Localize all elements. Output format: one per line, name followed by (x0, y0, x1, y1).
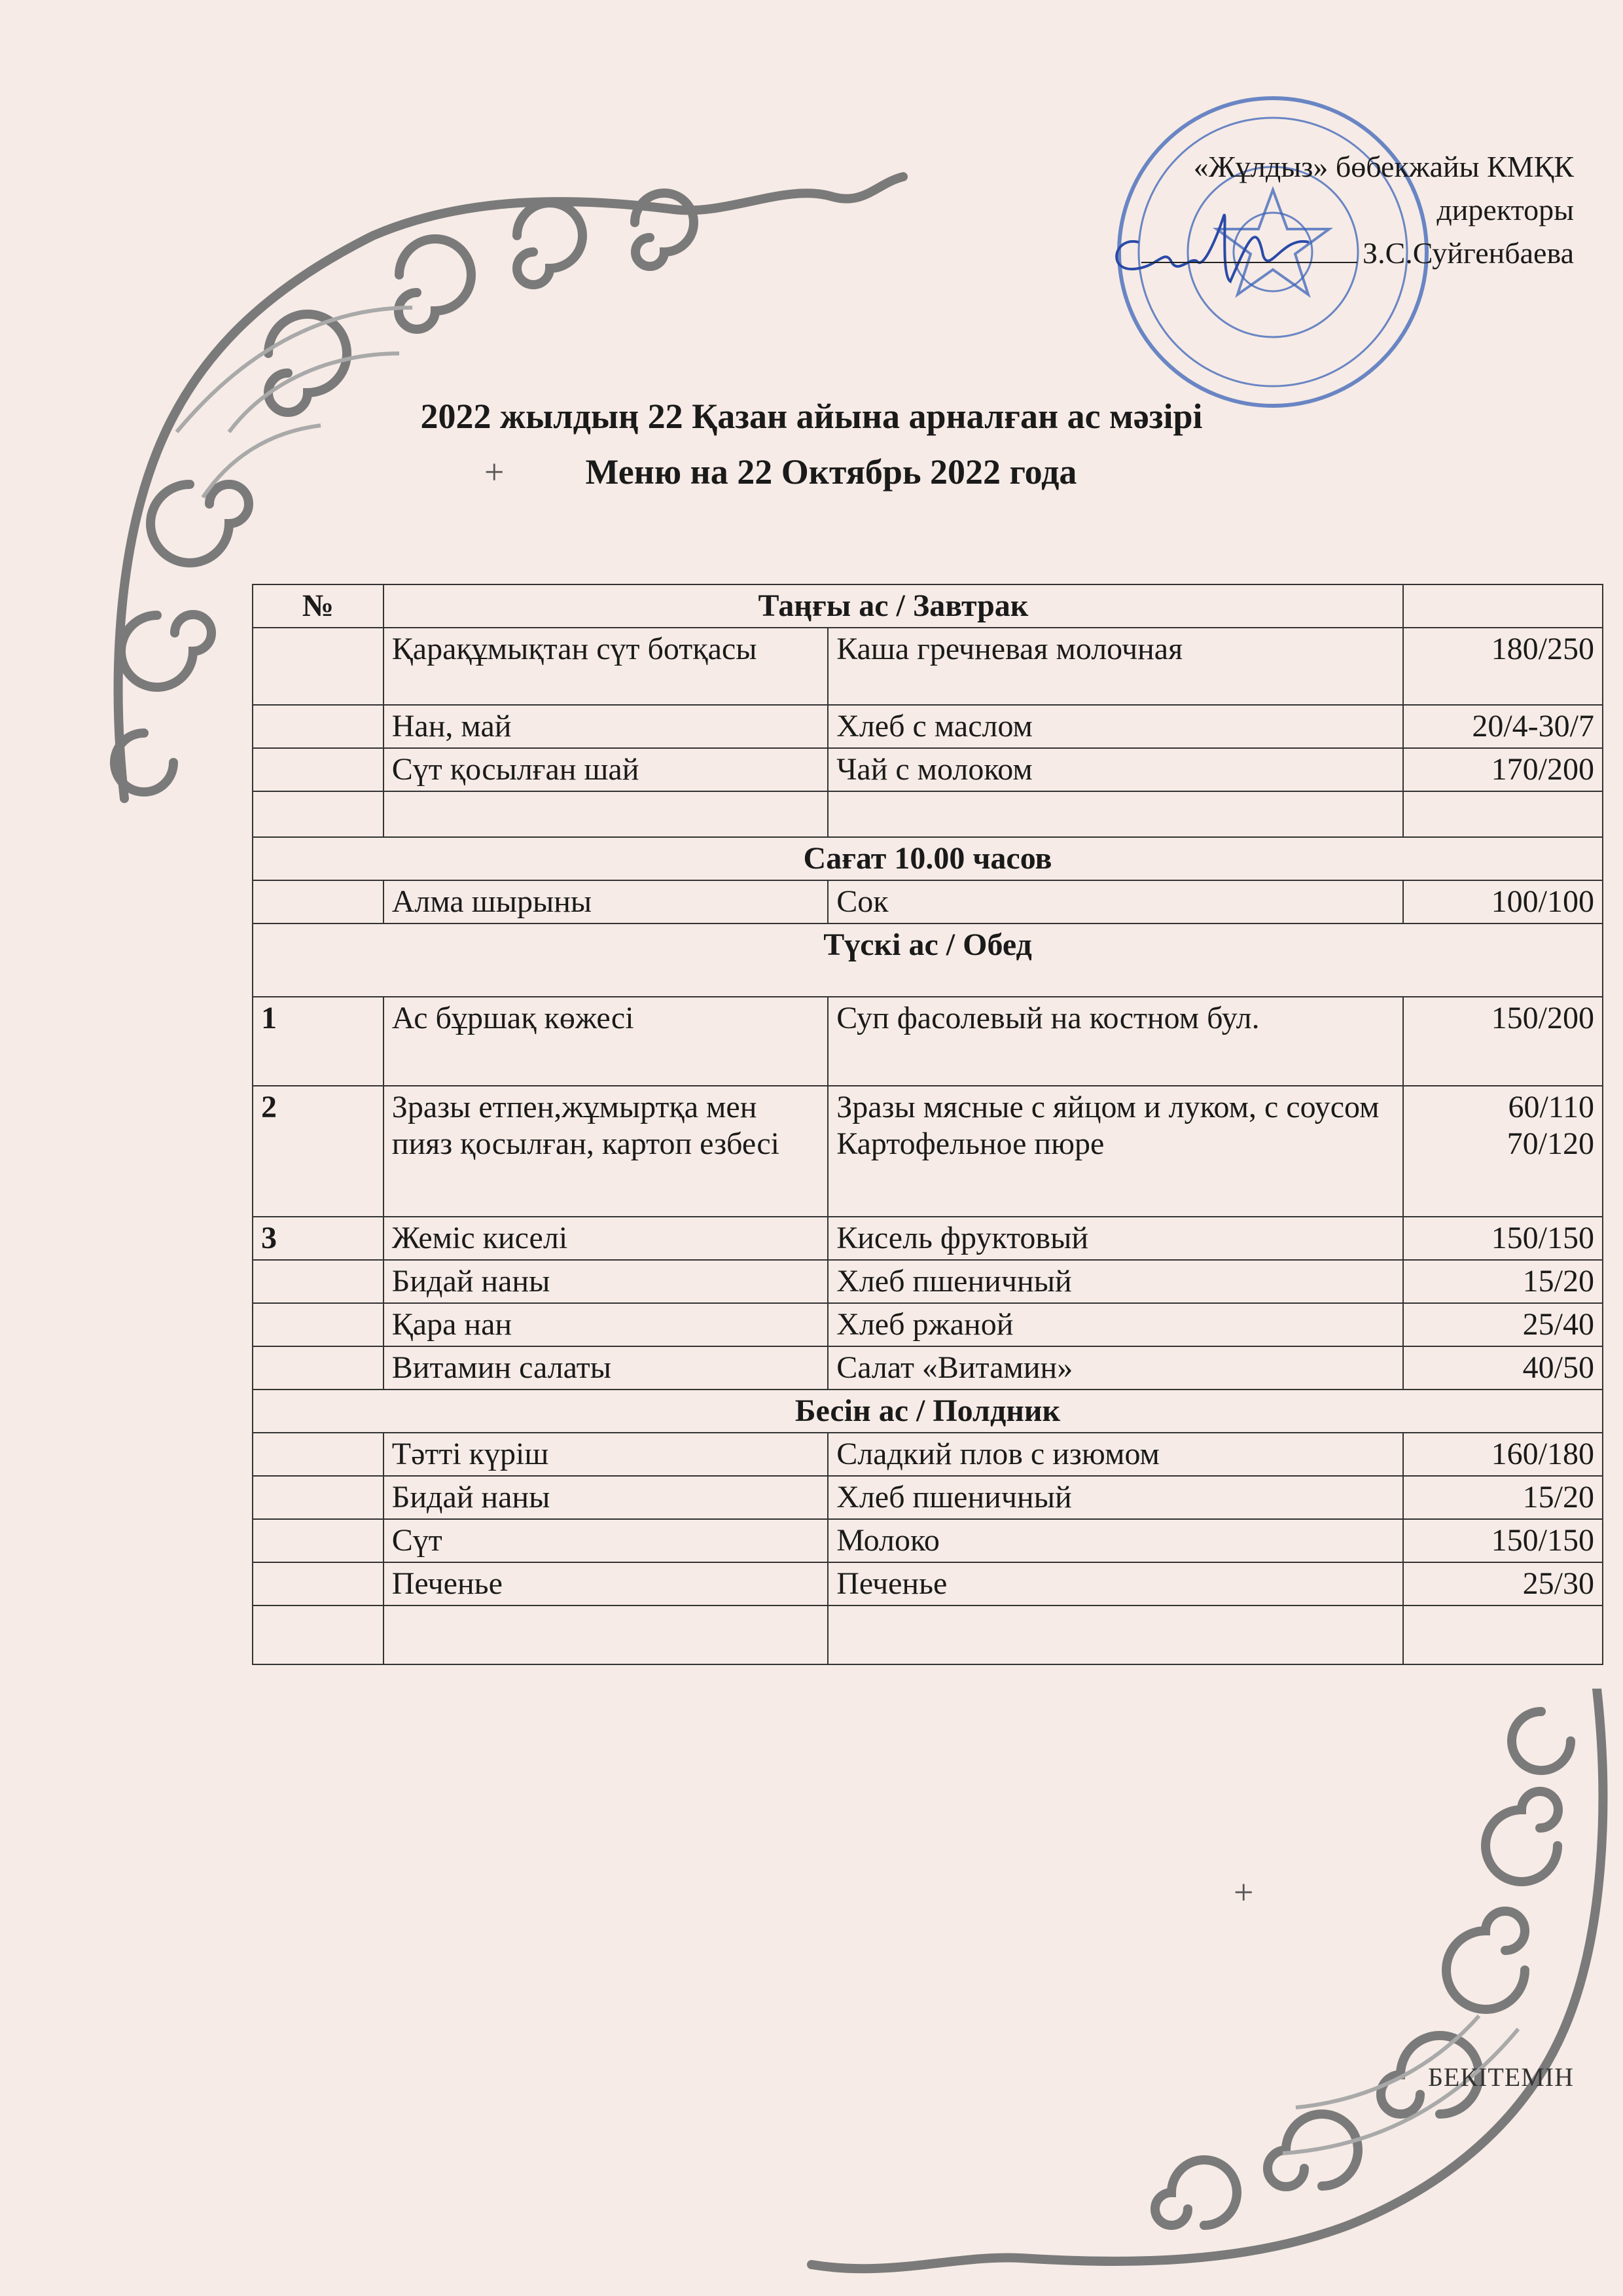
item-name-kazakh: Қара нан (383, 1303, 828, 1346)
item-number: 2 (253, 1086, 383, 1217)
item-name-russian (828, 1605, 1403, 1664)
item-name-kazakh: Қарақұмықтан сүт ботқасы (383, 628, 828, 705)
table-row (253, 1433, 1603, 1476)
approval-org: «Жұлдыз» бөбекжайы КМҚК (1193, 150, 1574, 183)
table-row (253, 997, 1603, 1086)
table-row (253, 1303, 1603, 1346)
breakfast-header: Таңғы ас / Завтрак (383, 584, 1403, 628)
item-name-kazakh (383, 791, 828, 837)
item-number: 3 (253, 1217, 383, 1260)
header-row (253, 584, 1603, 628)
item-name-russian: Хлеб ржаной (828, 1303, 1403, 1346)
item-name-russian: Сладкий плов с изюмом (828, 1433, 1403, 1476)
item-portion: 15/20 (1403, 1476, 1603, 1519)
item-name-kazakh: Сүт (383, 1519, 828, 1562)
item-name-kazakh: Ас бұршақ көжесі (383, 997, 828, 1086)
item-number (253, 705, 383, 748)
title-kazakh: 2022 жылдың 22 Қазан айына арналған ас мәзірі (420, 397, 1203, 436)
item-name-russian: Кисель фруктовый (828, 1217, 1403, 1260)
item-number (253, 1346, 383, 1390)
item-portion: 170/200 (1403, 748, 1603, 791)
num-column-header: № (253, 584, 383, 628)
item-number (253, 1303, 383, 1346)
item-name-russian: Молоко (828, 1519, 1403, 1562)
table-row (253, 628, 1603, 705)
item-portion: 100/100 (1403, 880, 1603, 924)
item-number (253, 1260, 383, 1303)
item-number (253, 1476, 383, 1519)
section-row (253, 837, 1603, 880)
afternoon-tea-header: Бесін ас / Полдник (253, 1390, 1603, 1433)
table-row (253, 1086, 1603, 1217)
approval-block (985, 145, 1574, 275)
item-name-russian (828, 791, 1403, 837)
item-portion: 60/110 70/120 (1403, 1086, 1603, 1217)
item-portion (1403, 1605, 1603, 1664)
corner-ornament-bottom-right (785, 1689, 1623, 2296)
approval-name: З.С.Суйгенбаева (1363, 236, 1574, 270)
approval-signature-row (985, 232, 1574, 275)
item-name-kazakh: Зразы етпен,жұмыртқа мен пияз қосылған, картоп езбесі (383, 1086, 828, 1217)
item-name-russian: Печенье (828, 1562, 1403, 1605)
item-name-russian: Салат «Витамин» (828, 1346, 1403, 1390)
item-portion: 25/40 (1403, 1303, 1603, 1346)
item-name-kazakh: Сүт қосылған шай (383, 748, 828, 791)
table-row (253, 1476, 1603, 1519)
item-portion: 150/150 (1403, 1217, 1603, 1260)
item-name-russian: Чай с молоком (828, 748, 1403, 791)
item-number: 1 (253, 997, 383, 1086)
item-number (253, 880, 383, 924)
title-russian: Меню на 22 Октябрь 2022 года (585, 452, 1077, 492)
item-number (253, 628, 383, 705)
table-row (253, 748, 1603, 791)
item-number (253, 1562, 383, 1605)
item-name-kazakh: Бидай наны (383, 1476, 828, 1519)
item-number (253, 791, 383, 837)
table-row (253, 880, 1603, 924)
item-portion: 150/150 (1403, 1519, 1603, 1562)
table-row (253, 1260, 1603, 1303)
item-name-kazakh: Бидай наны (383, 1260, 828, 1303)
item-portion (1403, 791, 1603, 837)
approval-position: директоры (1436, 193, 1574, 226)
snack-header: Сағат 10.00 часов (253, 837, 1603, 880)
item-number (253, 1605, 383, 1664)
approve-word: БЕКІТЕМІН (1427, 2062, 1574, 2092)
table-row (253, 705, 1603, 748)
table-row (253, 791, 1603, 837)
table-row (253, 1346, 1603, 1390)
item-name-russian: Сок (828, 880, 1403, 924)
item-number (253, 1519, 383, 1562)
item-portion: 150/200 (1403, 997, 1603, 1086)
item-portion: 15/20 (1403, 1260, 1603, 1303)
item-number (253, 748, 383, 791)
cross-mark-icon: + (1234, 1873, 1254, 1912)
item-name-russian: Хлеб с маслом (828, 705, 1403, 748)
table-row (253, 1562, 1603, 1605)
table-row (253, 1605, 1603, 1664)
item-number (253, 1433, 383, 1476)
empty-header-cell (1403, 584, 1603, 628)
item-name-kazakh (383, 1605, 828, 1664)
item-name-russian: Зразы мясные с яйцом и луком, с соусом Картофельное пюре (828, 1086, 1403, 1217)
item-portion: 20/4-30/7 (1403, 705, 1603, 748)
item-portion: 180/250 (1403, 628, 1603, 705)
section-row (253, 1390, 1603, 1433)
item-name-kazakh: Алма шырыны (383, 880, 828, 924)
item-portion: 160/180 (1403, 1433, 1603, 1476)
signature-line (1141, 236, 1357, 263)
item-name-kazakh: Нан, май (383, 705, 828, 748)
table-row (253, 1519, 1603, 1562)
section-row (253, 924, 1603, 997)
item-name-russian: Суп фасолевый на костном бул. (828, 997, 1403, 1086)
item-portion: 25/30 (1403, 1562, 1603, 1605)
item-name-kazakh: Тәтті күріш (383, 1433, 828, 1476)
item-name-russian: Хлеб пшеничный (828, 1260, 1403, 1303)
lunch-header: Түскі ас / Обед (253, 924, 1603, 997)
menu-table (252, 584, 1603, 1665)
item-name-kazakh: Печенье (383, 1562, 828, 1605)
item-name-russian: Хлеб пшеничный (828, 1476, 1403, 1519)
menu-table-body (253, 584, 1603, 1664)
item-name-russian: Каша гречневая молочная (828, 628, 1403, 705)
item-portion: 40/50 (1403, 1346, 1603, 1390)
cross-mark-icon: + (484, 452, 505, 492)
table-row (253, 1217, 1603, 1260)
item-name-kazakh: Жеміс киселі (383, 1217, 828, 1260)
item-name-kazakh: Витамин салаты (383, 1346, 828, 1390)
